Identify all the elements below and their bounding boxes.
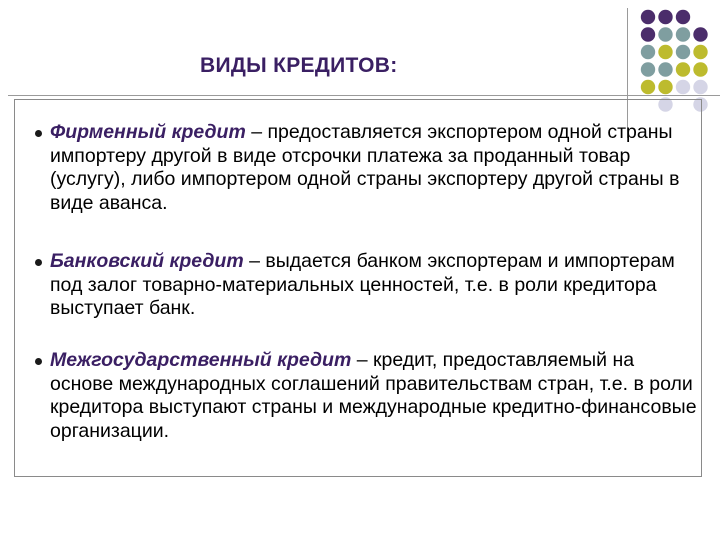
decor-dot [676, 10, 690, 24]
decor-dot [658, 45, 672, 59]
decor-dot [658, 62, 672, 76]
decor-horizontal-line [8, 95, 720, 96]
decor-dot [658, 27, 672, 41]
list-item-text [50, 250, 700, 321]
content-box [14, 99, 702, 477]
term-description: – предоставляется экспортером одной страны импортеру другой в виде отсрочки платежа за проданный товар (услугу), либо импортером одной страны экспортеру другой страны в виде аванса. [50, 121, 680, 214]
decor-dot [641, 62, 655, 76]
decor-dot-grid [639, 8, 720, 113]
list-item-text [50, 349, 700, 443]
decor-dot [641, 45, 655, 59]
decor-dot [641, 80, 655, 94]
decor-dot [693, 27, 707, 41]
decor-dot [693, 45, 707, 59]
term-label: Фирменный кредит [50, 121, 246, 143]
list-item [50, 250, 700, 321]
bullet-icon [35, 259, 42, 266]
decor-dot [693, 62, 707, 76]
bullet-icon [35, 130, 42, 137]
decor-dot [641, 10, 655, 24]
decor-dot [676, 62, 690, 76]
slide-title: ВИДЫ КРЕДИТОВ: [200, 54, 398, 77]
term-label: Межгосударственный кредит [50, 349, 352, 371]
list-item [50, 349, 700, 443]
term-label: Банковский кредит [50, 250, 244, 272]
decor-dot [641, 27, 655, 41]
decor-dot [693, 80, 707, 94]
list-item [50, 121, 700, 215]
decor-dot [658, 80, 672, 94]
list-item-text [50, 121, 700, 215]
decor-dot [676, 27, 690, 41]
term-description: – кредит, предоставляемый на основе международных соглашений правительствам стран, т.е. в роли кредитора выступают страны и международные кредитно-финансовые организации. [50, 349, 697, 442]
decor-dot [658, 10, 672, 24]
decor-dot [676, 80, 690, 94]
bullet-icon [35, 358, 42, 365]
decor-dot [676, 45, 690, 59]
term-description: – выдается банком экспортерам и импортерам под залог товарно-материальных ценностей, т.е. в роли кредитора выступает банк. [50, 250, 675, 319]
